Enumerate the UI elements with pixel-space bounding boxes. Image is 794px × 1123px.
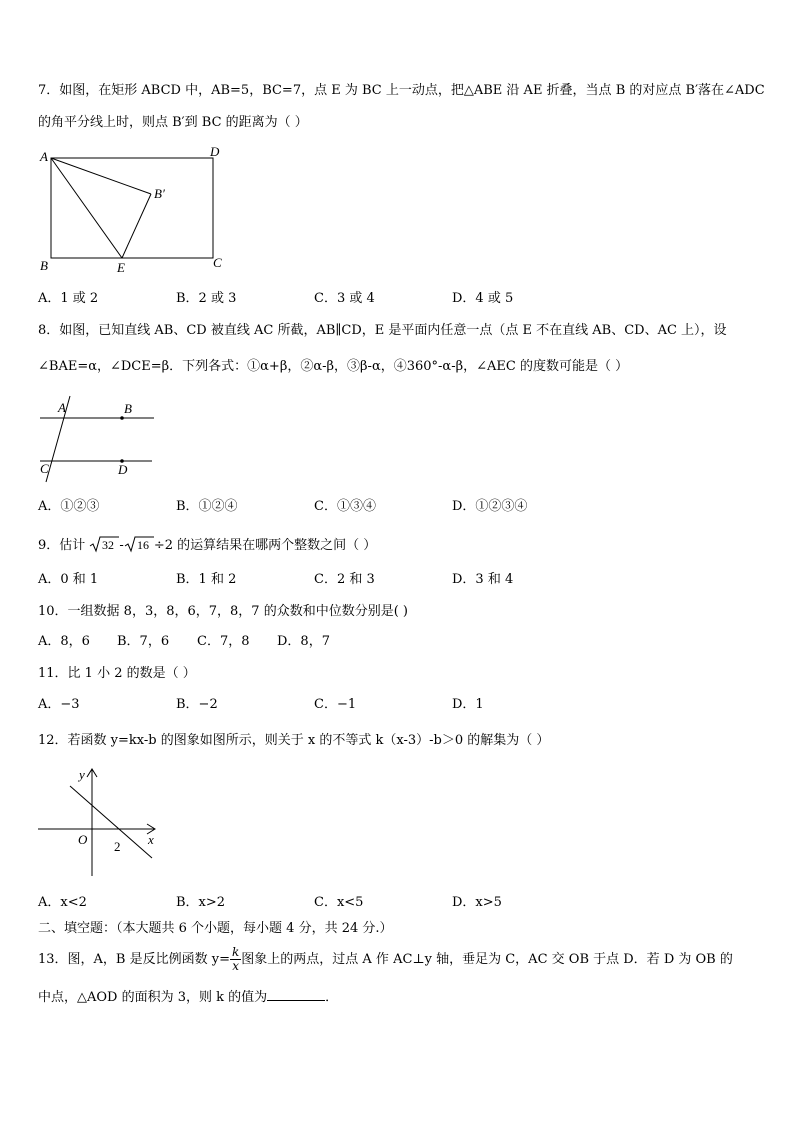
q10-option-d: D．8，7 xyxy=(277,634,330,649)
q9-sqrt-16 xyxy=(124,535,154,555)
q13-line2-prefix: 中点，△AOD 的面积为 3，则 k 的值为 xyxy=(38,990,268,1005)
q13-fraction-k-over-x: $\frac{k}{x}$ xyxy=(232,945,240,973)
q10-stem: 10．一组数据 8，3，8，6，7，8，7 的众数和中位数分别是( ) xyxy=(38,604,408,619)
q7-label-D: D xyxy=(210,144,220,159)
q9-option-b: B．1 和 2 xyxy=(176,572,237,587)
q12-option-b: B．x>2 xyxy=(176,895,226,910)
q12-label-two: 2 xyxy=(114,839,121,854)
q11-option-b: B．−2 xyxy=(176,697,218,712)
q11-stem: 11．比 1 小 2 的数是（ ） xyxy=(38,666,196,681)
q7-option-d: D．4 或 5 xyxy=(452,291,514,306)
section-fill-in-heading: 二、填空题：（本大题共 6 个小题，每小题 4 分，共 24 分.） xyxy=(38,921,393,936)
q9-stem xyxy=(38,535,376,555)
q13-suffix: 图象上的两点，过点 A 作 AC⊥y 轴，垂足为 C，AC 交 OB 于点 D．若 D 为 OB 的 xyxy=(241,952,733,967)
q10-option-a: A．8，6 xyxy=(38,634,90,649)
q8-option-a: A．①②③ xyxy=(38,499,100,514)
q8-label-D: D xyxy=(118,462,128,477)
q8-stem-line2: ∠BAE=α，∠DCE=β．下列各式：①α+β，②α-β，③β-α，④360°-α-β，∠AEC 的度数可能是（ ） xyxy=(38,359,629,374)
q7-option-b: B．2 或 3 xyxy=(176,291,237,306)
q10-option-b: B．7，6 xyxy=(117,634,170,649)
q7-label-A: A xyxy=(40,149,48,164)
q7-label-B: B xyxy=(40,258,48,273)
q7-label-Bprime: B′ xyxy=(154,186,165,201)
q13-prefix: 13．图，A，B 是反比例函数 y= xyxy=(38,952,230,967)
q12-label-x: x xyxy=(148,832,154,847)
svg-text:16: 16 xyxy=(136,538,149,552)
q9-option-c: C．2 和 3 xyxy=(314,572,375,587)
q7-option-c: C．3 或 4 xyxy=(314,291,375,306)
q9-minus: - xyxy=(119,538,124,553)
q12-option-a: A．x<2 xyxy=(38,895,87,910)
q9-suffix: ÷2 的运算结果在哪两个整数之间（ ） xyxy=(153,538,377,553)
q12-option-c: C．x<5 xyxy=(314,895,364,910)
q8-label-C: C xyxy=(40,461,49,476)
q7-figure-rectangle xyxy=(36,142,236,276)
q8-option-d: D．①②③④ xyxy=(452,499,528,514)
q12-label-y: y xyxy=(79,767,85,782)
q12-stem: 12．若函数 y=kx-b 的图象如图所示，则关于 x 的不等式 k（x-3）-b＞0 的解集为（ ） xyxy=(38,733,550,748)
q9-option-a: A．0 和 1 xyxy=(38,572,99,587)
q10-option-c: C．7，8 xyxy=(197,634,250,649)
q9-prefix: 9．估计 xyxy=(38,538,86,553)
q13-answer-blank[interactable] xyxy=(267,988,325,1001)
q11-option-a: A．−3 xyxy=(38,697,80,712)
q12-figure-line-graph xyxy=(34,762,168,882)
q7-stem-line1: 7．如图，在矩形 ABCD 中，AB=5，BC=7，点 E 为 BC 上一动点，把△ABE 沿 AE 折叠，当点 B 的对应点 B′落在∠ADC xyxy=(38,83,765,98)
q11-option-d: D．1 xyxy=(452,697,484,712)
q8-figure-parallel-lines xyxy=(36,394,160,484)
q7-stem-line2: 的角平分线上时，则点 B′到 BC 的距离为（ ） xyxy=(38,115,308,130)
q12-option-d: D．x>5 xyxy=(452,895,502,910)
q13-stem-line2 xyxy=(38,988,338,1007)
q8-label-B: B xyxy=(124,401,132,416)
q7-option-a: A．1 或 2 xyxy=(38,291,99,306)
q7-label-C: C xyxy=(213,255,222,270)
q7-label-E: E xyxy=(117,260,125,275)
q8-label-A: A xyxy=(58,400,66,415)
q13-stem-line1 xyxy=(38,946,733,974)
q8-option-b: B．①②④ xyxy=(176,499,238,514)
q11-option-c: C．−1 xyxy=(314,697,357,712)
q12-label-origin: O xyxy=(78,832,88,847)
q13-line2-suffix: ． xyxy=(325,990,339,1005)
q8-option-c: C．①③④ xyxy=(314,499,376,514)
svg-text:32: 32 xyxy=(102,538,115,552)
q9-sqrt-32 xyxy=(89,535,119,555)
q9-option-d: D．3 和 4 xyxy=(452,572,514,587)
q8-stem-line1: 8．如图，已知直线 AB、CD 被直线 AC 所截，AB∥CD，E 是平面内任意一点（点 E 不在直线 AB、CD、AC 上），设 xyxy=(38,323,727,338)
